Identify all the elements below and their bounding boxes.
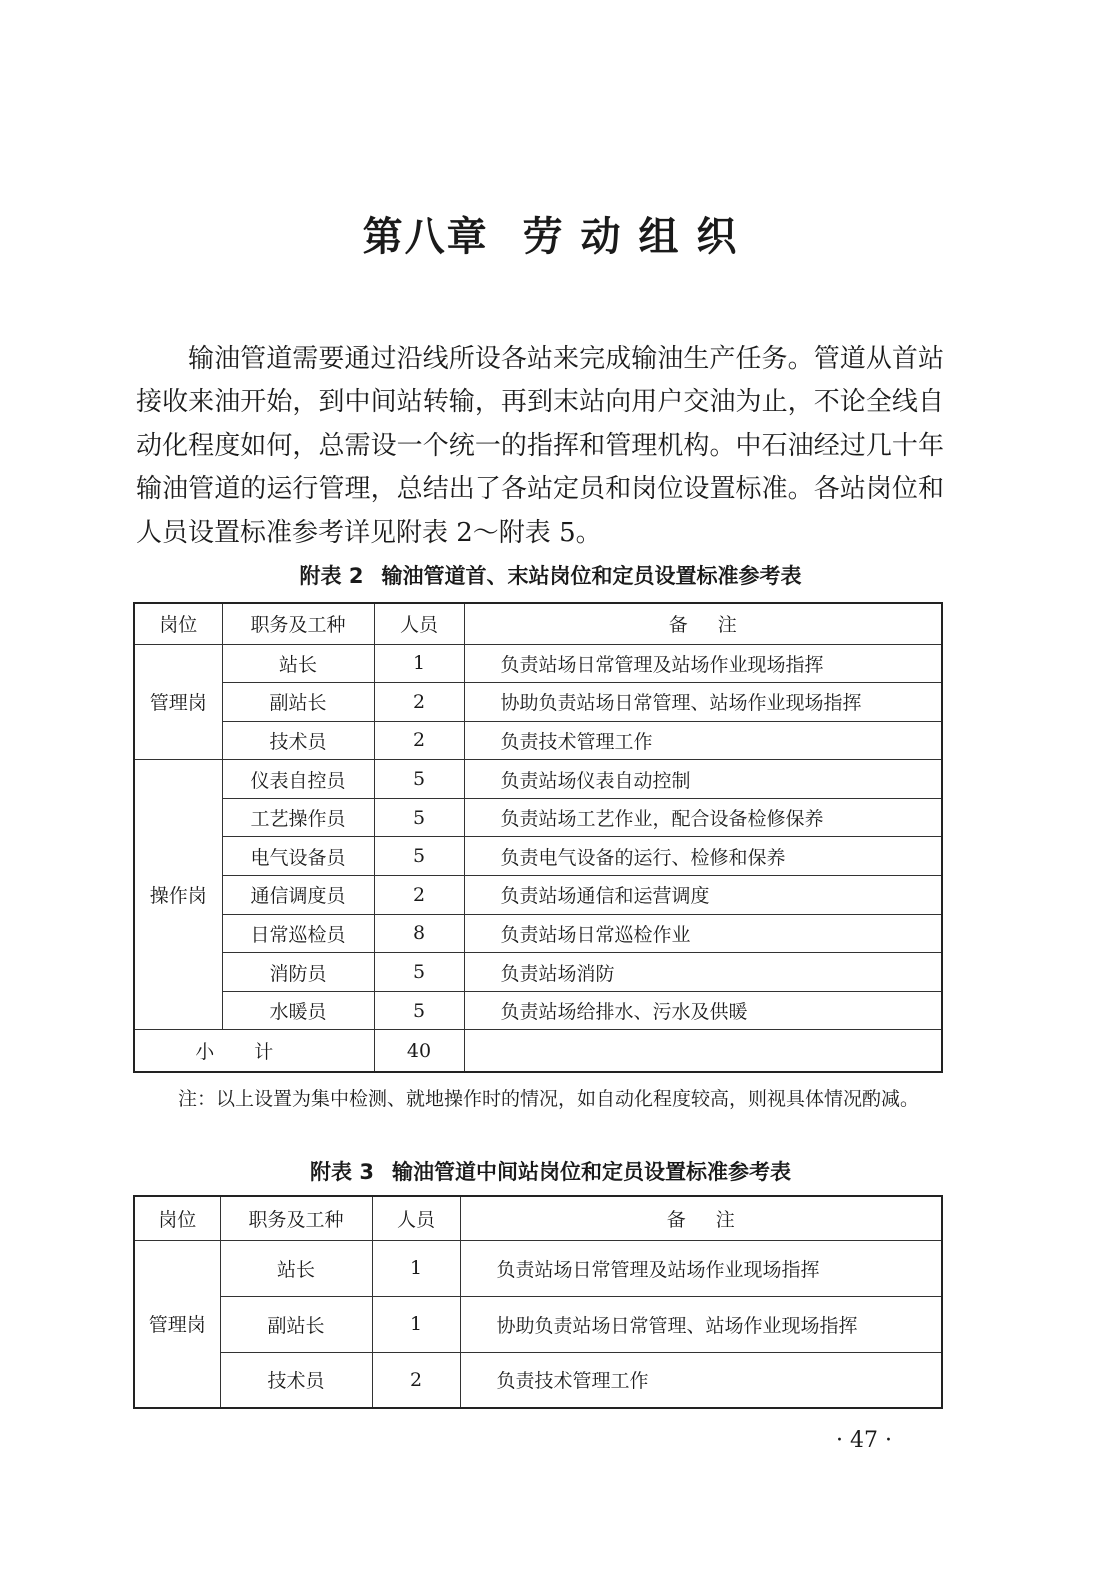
count-cell: 5 — [374, 798, 464, 837]
intro-paragraph: 输油管道需要通过沿线所设各站来完成输油生产任务。管道从首站接收来油开始，到中间站转输，再到末站向用户交油为止，不论全线自动化程度如何，总需设一个统一的指挥和管理机构。中石油经过几十年输油管道的运行管理，总结出了各站定员和岗位设置标准。各站岗位和人员设置标准参考详见附表 2～附表 5。 — [136, 344, 944, 548]
header-count: 人员 — [374, 603, 464, 644]
table-header-row — [134, 1196, 942, 1240]
header-count: 人员 — [372, 1196, 460, 1240]
note-cell: 负责站场日常管理及站场作业现场指挥 — [464, 644, 942, 683]
header-post: 岗位 — [134, 603, 222, 644]
role-cell: 工艺操作员 — [222, 798, 374, 837]
table2-caption-text: 输油管道首、末站岗位和定员设置标准参考表 — [381, 564, 802, 588]
count-cell: 2 — [372, 1352, 460, 1408]
note-cell: 负责站场通信和运营调度 — [464, 876, 942, 915]
table-row — [134, 914, 942, 953]
note-cell: 负责电气设备的运行、检修和保养 — [464, 837, 942, 876]
role-cell: 副站长 — [222, 683, 374, 722]
count-cell: 2 — [374, 721, 464, 760]
table-row — [134, 760, 942, 799]
table3-caption — [0, 1156, 1101, 1186]
page-number: · 47 · — [836, 1428, 892, 1453]
subtotal-label: 小计 — [134, 1030, 374, 1072]
note-cell: 负责站场给排水、污水及供暖 — [464, 991, 942, 1030]
group-post-cell: 操作岗 — [134, 760, 222, 1030]
count-cell: 5 — [374, 991, 464, 1030]
table-row — [134, 644, 942, 683]
count-cell: 1 — [374, 644, 464, 683]
role-cell: 技术员 — [220, 1352, 372, 1408]
count-cell: 2 — [374, 683, 464, 722]
count-cell: 1 — [372, 1296, 460, 1352]
count-cell: 8 — [374, 914, 464, 953]
table-row — [134, 876, 942, 915]
note-cell: 负责站场工艺作业，配合设备检修保养 — [464, 798, 942, 837]
table2-footnote: 注：以上设置为集中检测、就地操作时的情况，如自动化程度较高，则视具体情况酌减。 — [178, 1088, 920, 1110]
chapter-title — [0, 205, 1101, 262]
role-cell: 电气设备员 — [222, 837, 374, 876]
header-role: 职务及工种 — [222, 603, 374, 644]
table-header-row — [134, 603, 942, 644]
table-row — [134, 683, 942, 722]
note-cell: 负责技术管理工作 — [464, 721, 942, 760]
table-row — [134, 953, 942, 992]
note-cell: 负责技术管理工作 — [460, 1352, 942, 1408]
subtotal-row — [134, 1030, 942, 1072]
table3-caption-number: 附表 3 — [310, 1160, 374, 1184]
table-row — [134, 721, 942, 760]
table2-caption — [0, 560, 1101, 590]
role-cell: 日常巡检员 — [222, 914, 374, 953]
note-cell: 负责站场日常管理及站场作业现场指挥 — [460, 1240, 942, 1296]
count-cell: 5 — [374, 953, 464, 992]
role-cell: 副站长 — [220, 1296, 372, 1352]
table2-caption-number: 附表 2 — [299, 564, 364, 588]
table-row — [134, 1296, 942, 1352]
note-cell: 负责站场日常巡检作业 — [464, 914, 942, 953]
note-cell: 协助负责站场日常管理、站场作业现场指挥 — [460, 1296, 942, 1352]
chapter-name: 劳 动 组 织 — [522, 214, 739, 260]
header-note: 备注 — [460, 1196, 942, 1240]
note-cell: 负责站场消防 — [464, 953, 942, 992]
table2 — [133, 602, 943, 1073]
note-cell: 负责站场仪表自动控制 — [464, 760, 942, 799]
subtotal-value: 40 — [374, 1030, 464, 1072]
count-cell: 5 — [374, 837, 464, 876]
role-cell: 通信调度员 — [222, 876, 374, 915]
group-post-cell: 管理岗 — [134, 644, 222, 760]
role-cell: 消防员 — [222, 953, 374, 992]
role-cell: 站长 — [222, 644, 374, 683]
group-post-cell: 管理岗 — [134, 1240, 220, 1408]
table-row — [134, 798, 942, 837]
subtotal-note-empty — [464, 1030, 942, 1072]
table3 — [133, 1195, 943, 1409]
role-cell: 水暖员 — [222, 991, 374, 1030]
table-row — [134, 991, 942, 1030]
header-note: 备注 — [464, 603, 942, 644]
count-cell: 2 — [374, 876, 464, 915]
role-cell: 仪表自控员 — [222, 760, 374, 799]
header-post: 岗位 — [134, 1196, 220, 1240]
table-row — [134, 1240, 942, 1296]
count-cell: 1 — [372, 1240, 460, 1296]
role-cell: 技术员 — [222, 721, 374, 760]
table-row — [134, 1352, 942, 1408]
table3-caption-text: 输油管道中间站岗位和定员设置标准参考表 — [391, 1160, 791, 1184]
header-role: 职务及工种 — [220, 1196, 372, 1240]
count-cell: 5 — [374, 760, 464, 799]
chapter-number: 第八章 — [362, 214, 489, 260]
table-row — [134, 837, 942, 876]
note-cell: 协助负责站场日常管理、站场作业现场指挥 — [464, 683, 942, 722]
role-cell: 站长 — [220, 1240, 372, 1296]
